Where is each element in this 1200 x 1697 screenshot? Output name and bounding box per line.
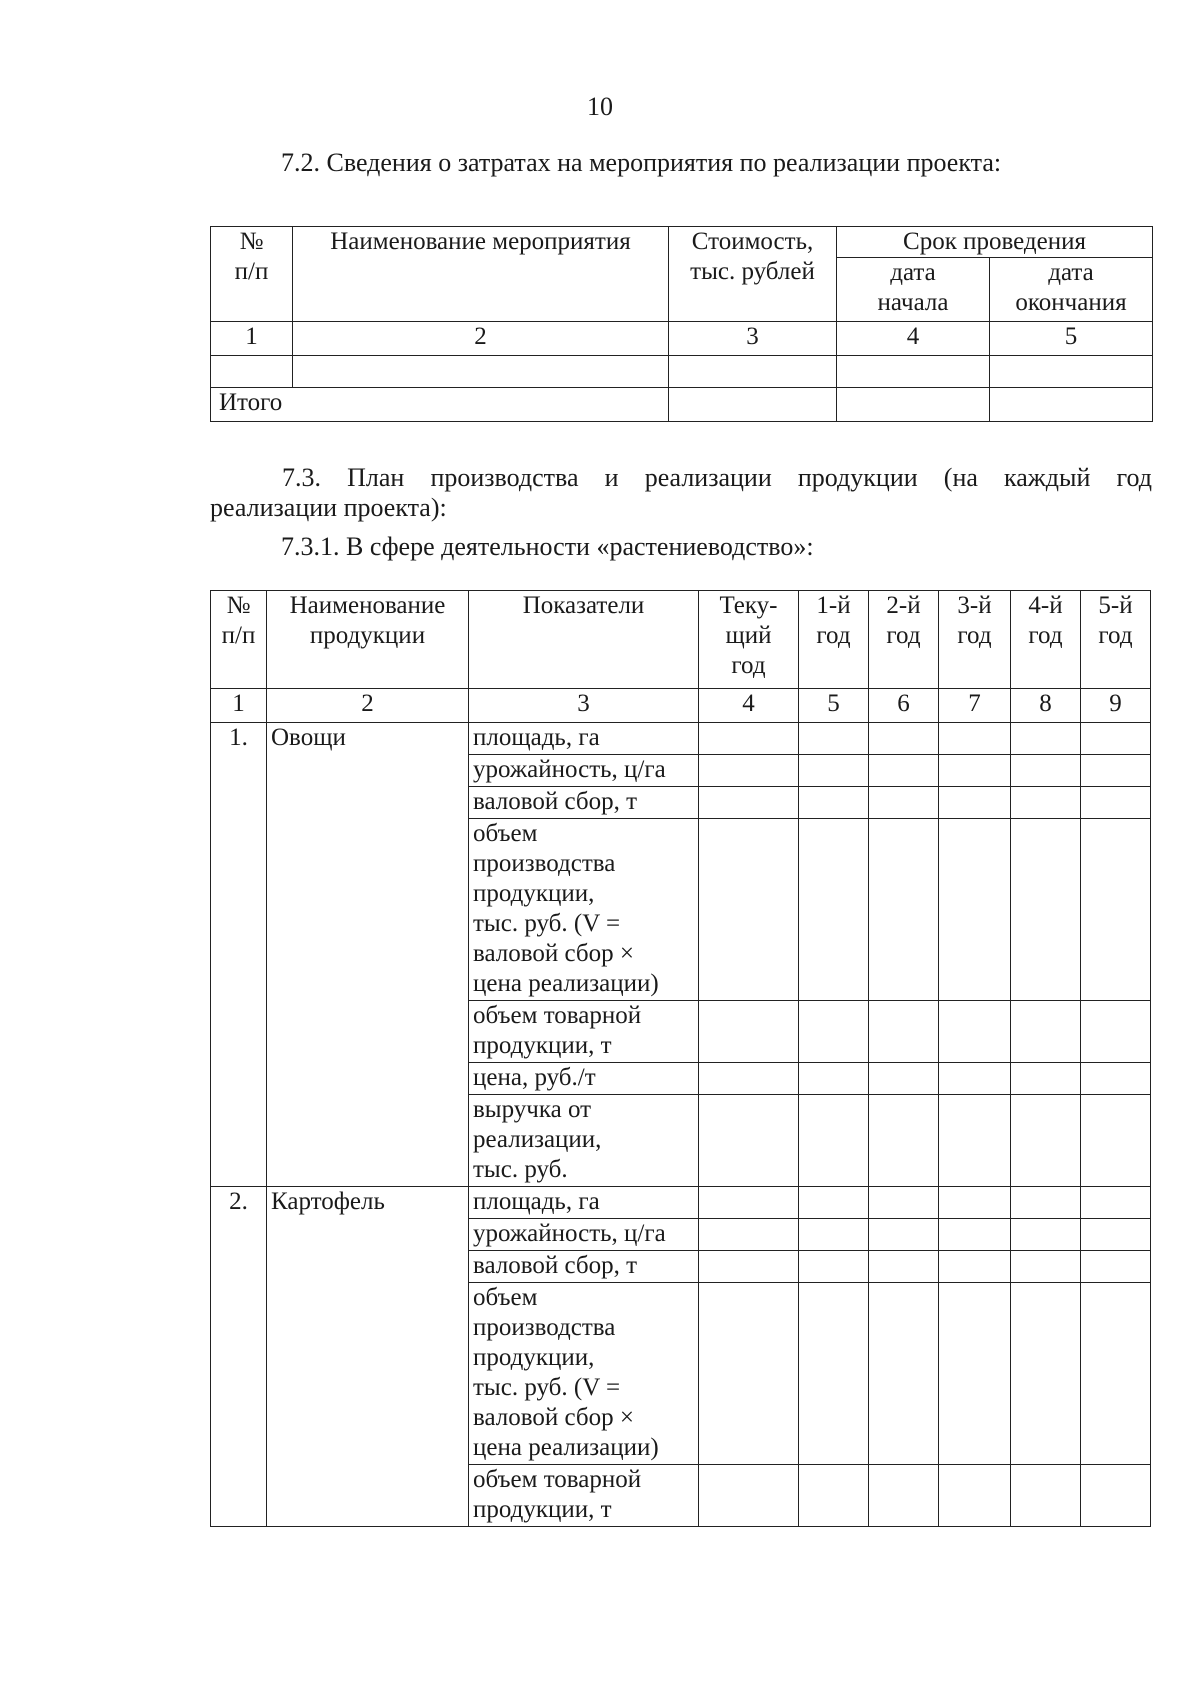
header-end-line1: дата (1048, 259, 1094, 286)
col-number: 2 (267, 689, 469, 723)
value-cell (799, 1251, 869, 1283)
indicator-line: валовой сбор × (473, 1404, 634, 1431)
value-cell (699, 1187, 799, 1219)
header-start-date (837, 258, 990, 322)
value-cell (699, 1063, 799, 1095)
header-row (211, 591, 1151, 689)
value-cell (699, 755, 799, 787)
col-number: 3 (669, 322, 837, 356)
header-year-4-line2: год (1028, 622, 1063, 649)
indicator-line: площадь, га (473, 724, 600, 751)
header-start-line1: дата (890, 259, 936, 286)
value-cell (1011, 1001, 1081, 1063)
value-cell (869, 1001, 939, 1063)
header-cost-line2: тыс. рублей (690, 258, 815, 285)
header-cost (669, 227, 837, 322)
col-number: 2 (293, 322, 669, 356)
indicator-cell (469, 819, 699, 1001)
value-cell (799, 787, 869, 819)
header-name: Наименование мероприятия (293, 227, 669, 322)
cell (669, 356, 837, 388)
header-num-line2: п/п (234, 258, 269, 285)
header-year-4 (1011, 591, 1081, 689)
header-end-date (990, 258, 1153, 322)
value-cell (1081, 1187, 1151, 1219)
value-cell (799, 1219, 869, 1251)
value-cell (939, 1063, 1011, 1095)
header-year-4-line1: 4-й (1028, 592, 1063, 619)
value-cell (1011, 1095, 1081, 1187)
header-num-line1: № (226, 592, 251, 619)
value-cell (699, 1251, 799, 1283)
indicator-line: производства (473, 1314, 616, 1341)
value-cell (869, 1283, 939, 1465)
value-cell (1011, 1063, 1081, 1095)
value-cell (799, 1465, 869, 1527)
col-number: 1 (211, 322, 293, 356)
indicator-line: тыс. руб. (V = (473, 1374, 621, 1401)
header-num-line1: № (239, 228, 264, 255)
header-year-2-line1: 2-й (886, 592, 921, 619)
group-number: 2. (211, 1187, 267, 1527)
product-name: Картофель (267, 1187, 469, 1527)
indicator-line: валовой сбор × (473, 940, 634, 967)
table-row (211, 1187, 1151, 1219)
value-cell (939, 1187, 1011, 1219)
cell (211, 356, 293, 388)
value-cell (799, 819, 869, 1001)
value-cell (1011, 723, 1081, 755)
indicator-line: продукции, (473, 1344, 595, 1371)
header-current-line2: щий (725, 622, 772, 649)
section-7-3-1-heading: 7.3.1. В сфере деятельности «растениеводство»: (281, 532, 814, 561)
indicator-line: производства (473, 850, 616, 877)
col-number: 7 (939, 689, 1011, 723)
value-cell (869, 1219, 939, 1251)
indicator-line: цена реализации) (473, 970, 659, 997)
para-line1: 7.3. План производства и реализации продукции (на каждый год (282, 463, 1152, 492)
value-cell (939, 723, 1011, 755)
value-cell (799, 1187, 869, 1219)
indicator-cell (469, 787, 699, 819)
value-cell (699, 787, 799, 819)
header-current-line3: год (731, 652, 766, 679)
cell (990, 388, 1153, 422)
value-cell (799, 1095, 869, 1187)
value-cell (869, 723, 939, 755)
header-cost-line1: Стоимость, (691, 228, 814, 255)
header-product (267, 591, 469, 689)
value-cell (1011, 819, 1081, 1001)
col-number: 4 (837, 322, 990, 356)
header-end-line2: окончания (1015, 289, 1127, 316)
table-row (211, 723, 1151, 755)
indicator-cell (469, 1187, 699, 1219)
header-year-3 (939, 591, 1011, 689)
cell (669, 388, 837, 422)
value-cell (1011, 1187, 1081, 1219)
value-cell (1011, 787, 1081, 819)
value-cell (699, 1283, 799, 1465)
header-year-3-line2: год (957, 622, 992, 649)
group-number: 1. (211, 723, 267, 1187)
indicator-line: валовой сбор, т (473, 788, 638, 815)
value-cell (939, 819, 1011, 1001)
value-cell (1081, 1095, 1151, 1187)
section-7-2-heading: 7.2. Сведения о затратах на мероприятия по реализации проекта: (281, 148, 1002, 177)
value-cell (939, 1251, 1011, 1283)
header-num-line2: п/п (221, 622, 256, 649)
column-numbers-row (211, 689, 1151, 723)
value-cell (699, 1001, 799, 1063)
value-cell (699, 819, 799, 1001)
value-cell (799, 1001, 869, 1063)
value-cell (1081, 755, 1151, 787)
indicator-cell (469, 1465, 699, 1527)
value-cell (869, 1465, 939, 1527)
header-current-line1: Теку- (719, 592, 778, 619)
value-cell (1011, 1465, 1081, 1527)
indicator-line: урожайность, ц/га (473, 1220, 666, 1247)
value-cell (699, 1465, 799, 1527)
header-product-line1: Наименование (289, 592, 446, 619)
value-cell (1081, 787, 1151, 819)
value-cell (869, 787, 939, 819)
header-year-1-line1: 1-й (816, 592, 851, 619)
header-period: Срок проведения (837, 227, 1153, 258)
header-year-5-line1: 5-й (1098, 592, 1133, 619)
empty-row (211, 356, 1153, 388)
indicator-line: тыс. руб. (V = (473, 910, 621, 937)
value-cell (939, 1095, 1011, 1187)
value-cell (1081, 723, 1151, 755)
value-cell (1011, 1251, 1081, 1283)
value-cell (699, 1095, 799, 1187)
col-number: 6 (869, 689, 939, 723)
section-7-3-paragraph (210, 463, 1152, 523)
value-cell (699, 723, 799, 755)
value-cell (1081, 1251, 1151, 1283)
indicator-cell (469, 1219, 699, 1251)
indicator-line: объем товарной (473, 1466, 642, 1493)
cell (293, 356, 669, 388)
value-cell (1081, 1219, 1151, 1251)
value-cell (869, 1095, 939, 1187)
indicator-cell (469, 1063, 699, 1095)
value-cell (799, 755, 869, 787)
header-year-2 (869, 591, 939, 689)
indicator-line: тыс. руб. (473, 1156, 568, 1183)
value-cell (1081, 1063, 1151, 1095)
header-current-year (699, 591, 799, 689)
indicator-line: продукции, т (473, 1032, 612, 1059)
value-cell (869, 1187, 939, 1219)
cell (837, 388, 990, 422)
header-num (211, 591, 267, 689)
indicator-cell (469, 1001, 699, 1063)
total-label: Итого (211, 388, 669, 422)
header-product-line2: продукции (309, 622, 426, 649)
col-number: 8 (1011, 689, 1081, 723)
header-year-5-line2: год (1098, 622, 1133, 649)
value-cell (799, 1063, 869, 1095)
value-cell (939, 1001, 1011, 1063)
value-cell (1011, 1219, 1081, 1251)
indicator-cell (469, 723, 699, 755)
indicator-line: продукции, т (473, 1496, 612, 1523)
value-cell (939, 755, 1011, 787)
value-cell (939, 1465, 1011, 1527)
indicator-line: урожайность, ц/га (473, 756, 666, 783)
header-year-5 (1081, 591, 1151, 689)
indicator-line: цена реализации) (473, 1434, 659, 1461)
value-cell (699, 1219, 799, 1251)
value-cell (939, 787, 1011, 819)
indicator-line: продукции, (473, 880, 595, 907)
value-cell (869, 1251, 939, 1283)
value-cell (939, 1283, 1011, 1465)
value-cell (799, 1283, 869, 1465)
indicator-line: объем (473, 820, 538, 847)
indicator-cell (469, 1283, 699, 1465)
indicator-line: объем товарной (473, 1002, 642, 1029)
col-number: 4 (699, 689, 799, 723)
value-cell (1081, 1283, 1151, 1465)
value-cell (869, 1063, 939, 1095)
indicator-line: цена, руб./т (473, 1064, 596, 1091)
value-cell (1081, 1001, 1151, 1063)
value-cell (1081, 819, 1151, 1001)
header-num (211, 227, 293, 322)
col-number: 9 (1081, 689, 1151, 723)
col-number: 5 (799, 689, 869, 723)
value-cell (799, 723, 869, 755)
header-year-1 (799, 591, 869, 689)
value-cell (1081, 1465, 1151, 1527)
production-table (210, 590, 1151, 1527)
page-number: 10 (587, 92, 613, 121)
indicator-line: валовой сбор, т (473, 1252, 638, 1279)
col-number: 1 (211, 689, 267, 723)
cell (837, 356, 990, 388)
value-cell (869, 819, 939, 1001)
header-year-3-line1: 3-й (957, 592, 992, 619)
col-number: 3 (469, 689, 699, 723)
header-indicators: Показатели (469, 591, 699, 689)
value-cell (1011, 755, 1081, 787)
para-line2: реализации проекта): (210, 493, 447, 522)
value-cell (1011, 1283, 1081, 1465)
header-year-2-line2: год (886, 622, 921, 649)
indicator-line: объем (473, 1284, 538, 1311)
header-year-1-line2: год (816, 622, 851, 649)
indicator-cell (469, 1251, 699, 1283)
indicator-line: площадь, га (473, 1188, 600, 1215)
indicator-line: выручка от (473, 1096, 592, 1123)
indicator-cell (469, 1095, 699, 1187)
value-cell (939, 1219, 1011, 1251)
total-row (211, 388, 1153, 422)
indicator-line: реализации, (473, 1126, 602, 1153)
value-cell (869, 755, 939, 787)
indicator-cell (469, 755, 699, 787)
cell (990, 356, 1153, 388)
header-start-line2: начала (877, 289, 949, 316)
product-name: Овощи (267, 723, 469, 1187)
col-number: 5 (990, 322, 1153, 356)
costs-table (210, 226, 1153, 422)
